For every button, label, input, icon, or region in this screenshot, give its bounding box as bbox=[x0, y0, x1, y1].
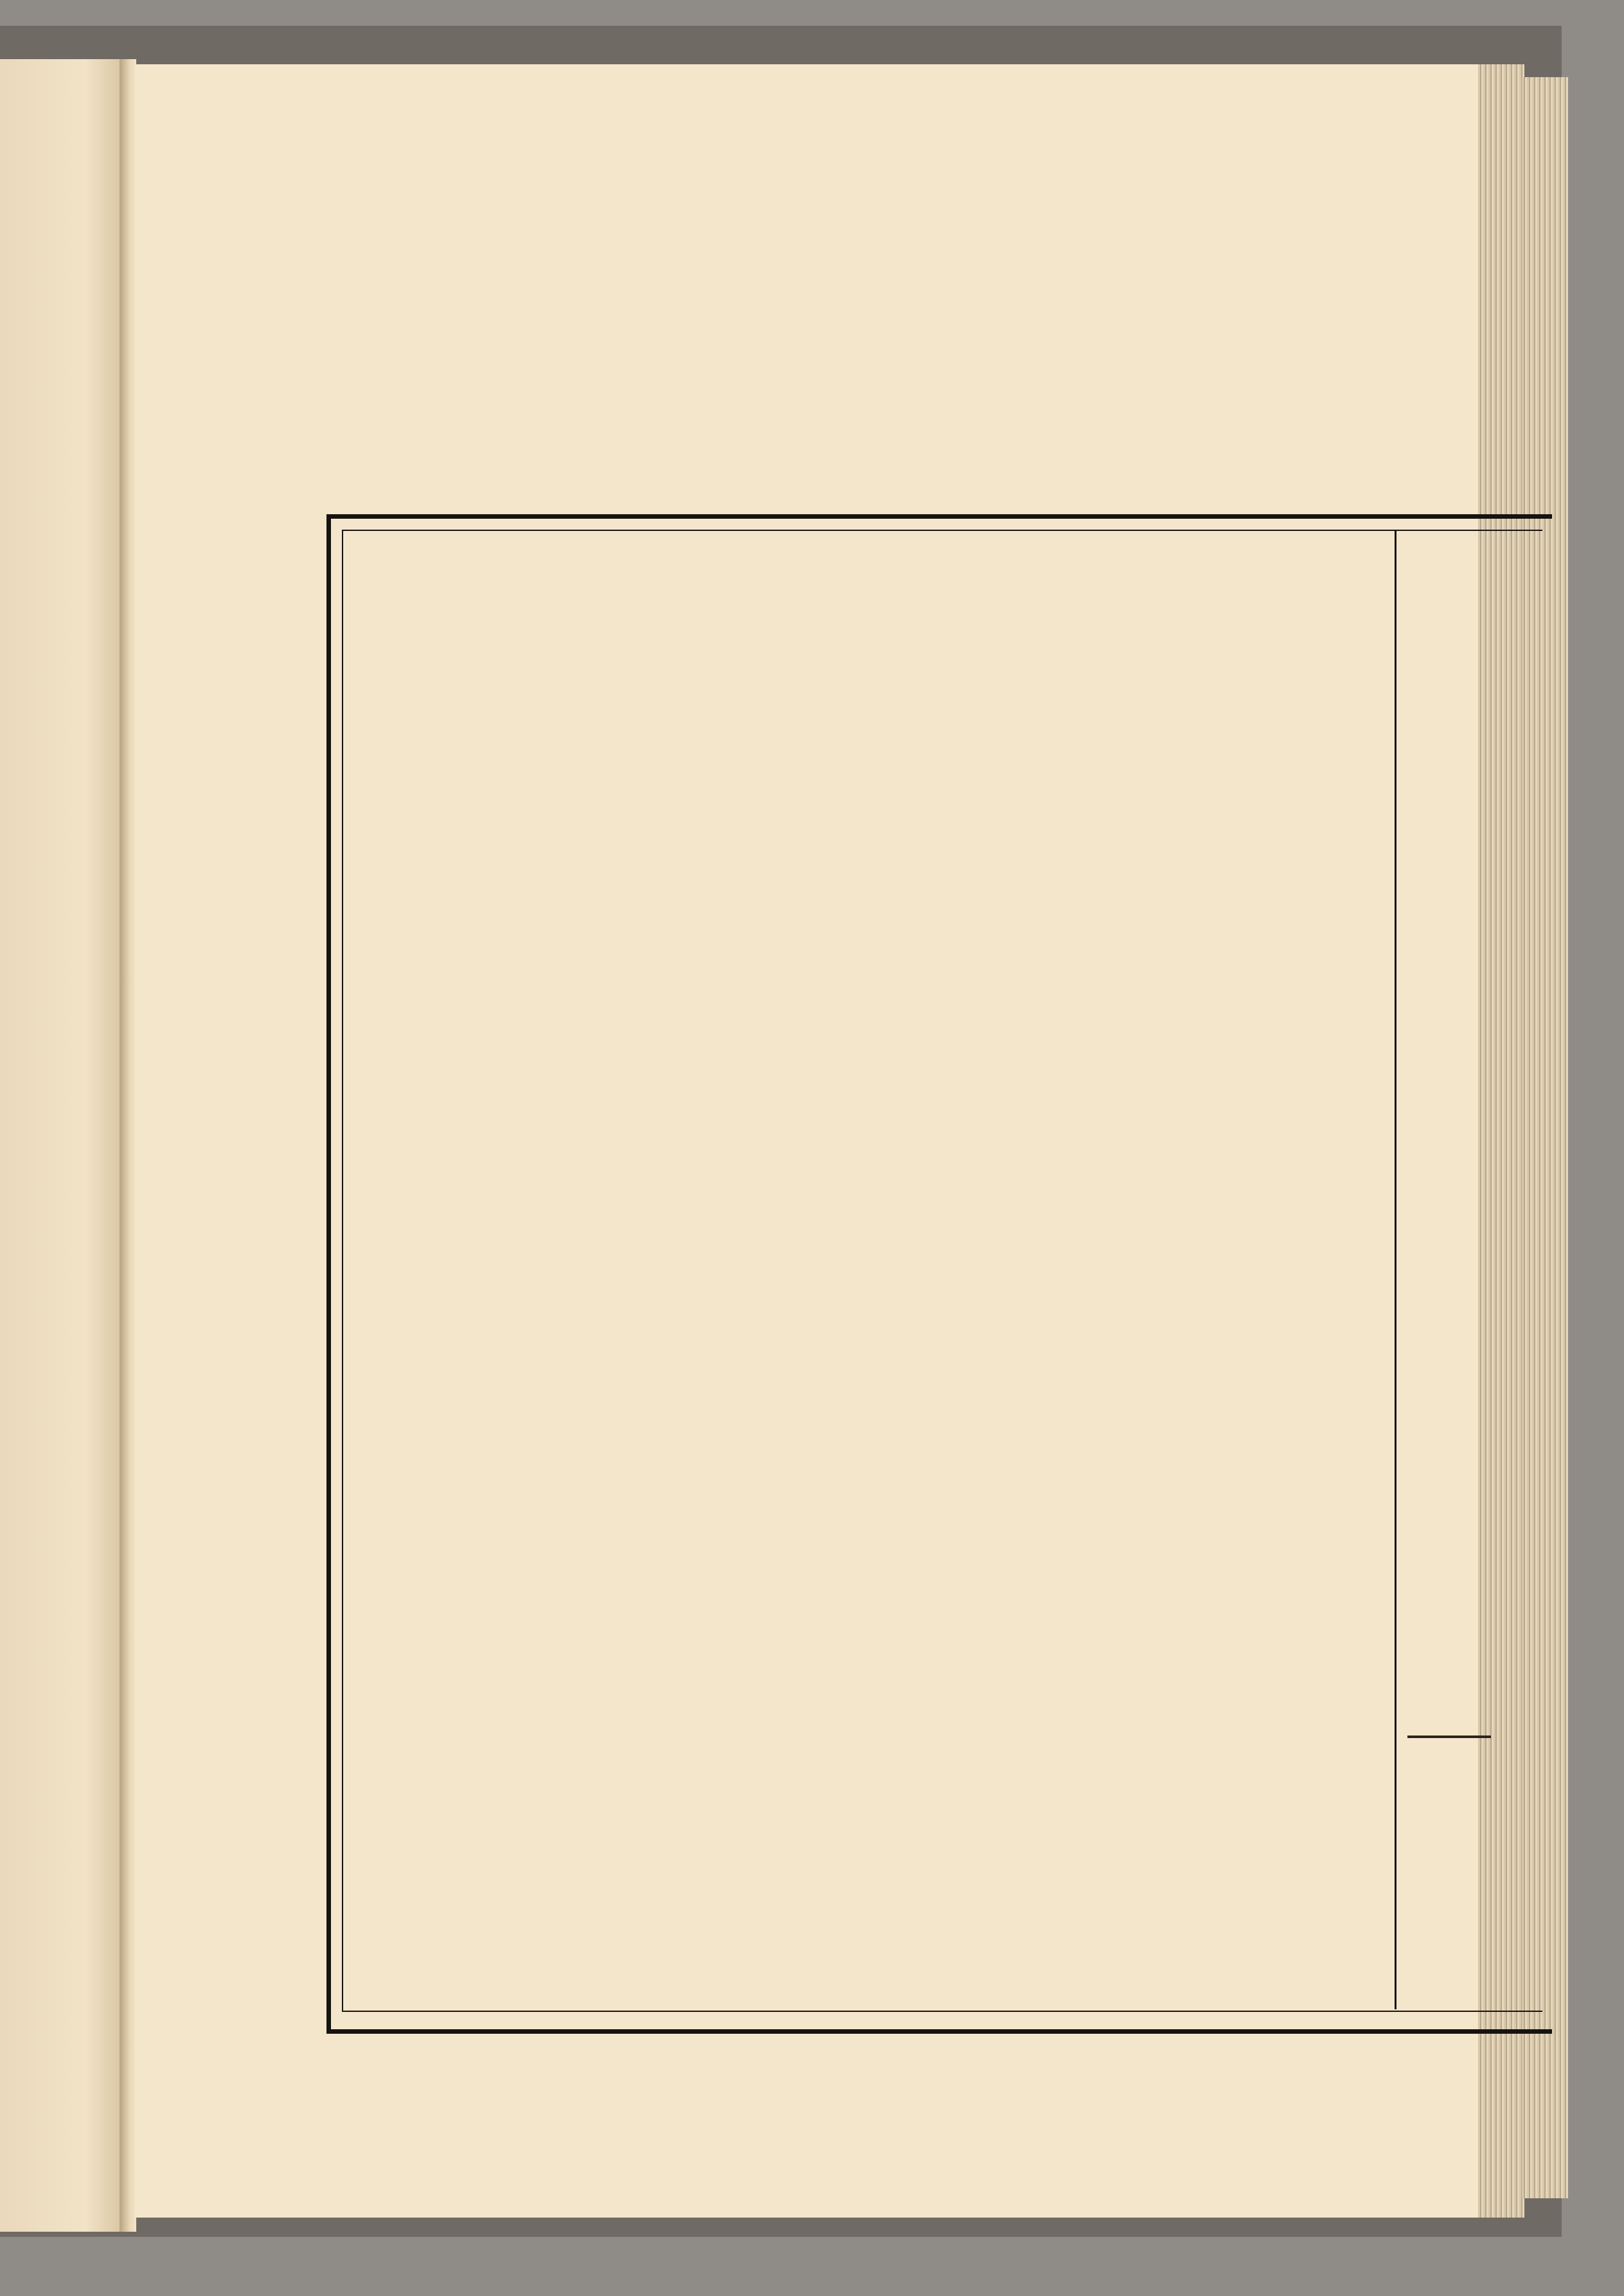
gutter bbox=[120, 59, 136, 2232]
left-page bbox=[0, 59, 122, 2232]
text-frame-inner bbox=[342, 530, 1542, 2012]
side-rule bbox=[1407, 1735, 1491, 1738]
margin-divider bbox=[1395, 531, 1396, 2009]
